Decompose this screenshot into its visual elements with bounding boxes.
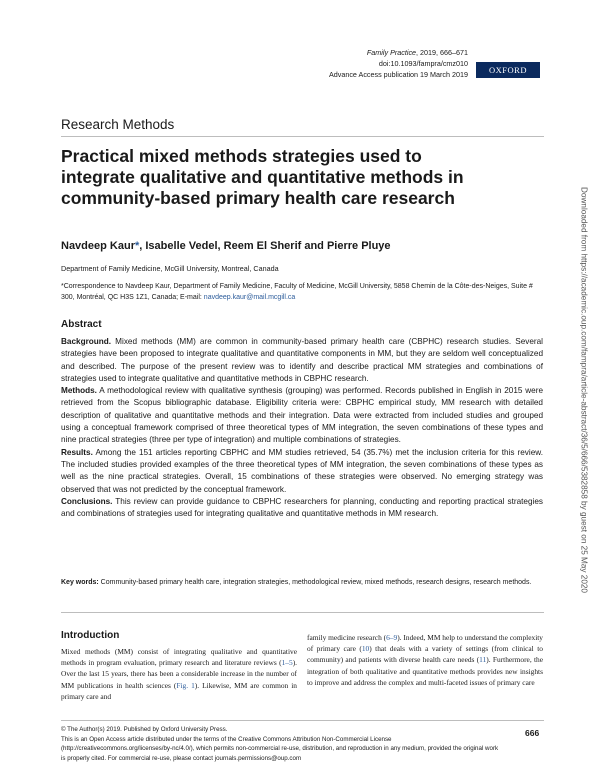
divider bbox=[61, 612, 544, 613]
abstract-methods: Methods. A methodological review with qualitative synthesis (grouping) was performed. Records published in English in 2015 were retrieved from the Scopus bibliographic database. Eligibility criteria were: CBPHC empirical study, MM research with detailed description of qualitative and quantitative methods and their integration. Data were extracted from included studies and grouped using a conceptual framework comprised of three theoretical types of MM integration, the seven combinations of these types and nine practical strategies (three per type of integration) and multiple combinations of strategies. bbox=[61, 386, 543, 445]
correspondence: *Correspondence to Navdeep Kaur, Department of Family Medicine, Faculty of Medicine, McGill University, 5858 Chemin de la Côte-des-Neiges, Suite # 300, Montréal, QC H3S 1Z1, Canada; E-mail: navdeep.kaur@mail.mcgill.ca bbox=[61, 283, 533, 301]
abstract-background: Background. Mixed methods (MM) are common in community-based primary health care (CBPHC) research studies. Several strategies have been proposed to integrate qualitative and quantitative components in MM, but they are seldom well conceptualized and described. The purpose of the present review was to identify and describe practical MM strategies and combinations of strategies used to integrate qualitative and quantitative methods in CBPHC research. bbox=[61, 337, 543, 383]
intro-column-left: Mixed methods (MM) consist of integrating qualitative and quantitative methods in program evaluation, primary research and literature reviews (1–5). Over the last 15 years, there has been a considerable increase in the number of MM publications in health sciences (Fig. 1). Likewise, MM are common in primary care and bbox=[61, 647, 298, 701]
intro-column-right: family medicine research (6–9). Indeed, MM help to understand the complexity of primary care (10) that deals with a variety of settings (from clinical to community) and patients with diverse health care needs (11). Furthermore, the integration of both qualitative and quantitative methods provides new insights to improve and address the complex and multi-faceted issues of primary care bbox=[307, 633, 544, 687]
copyright: © The Author(s) 2019. Published by Oxford University Press. bbox=[61, 726, 228, 733]
keywords: Key words: Community-based primary health care, integration strategies, methodological review, mixed methods, research designs, research methods. bbox=[61, 579, 532, 586]
affiliation: Department of Family Medicine, McGill University, Montreal, Canada bbox=[61, 264, 279, 273]
license-text: This is an Open Access article distributed under the terms of the Creative Commons Attribution Non-Commercial License (http://creativecommons.org/licenses/by-nc/4.0/), which permits non-commercial re-use, distribution, and reproduction in any medium, provided the original work is properly cited. For commercial re-use, please contact journals.permissions@oup.com bbox=[61, 735, 499, 762]
advance-access: Advance Access publication 19 March 2019 bbox=[328, 70, 468, 79]
abstract-heading: Abstract bbox=[61, 319, 102, 330]
section-label: Research Methods bbox=[61, 117, 175, 132]
page-number: 666 bbox=[525, 728, 540, 738]
citation-link[interactable]: 1–5 bbox=[281, 658, 293, 668]
journal-citation: Family Practice, 2019, 666–671 bbox=[366, 48, 468, 57]
citation-link[interactable]: 11 bbox=[479, 655, 487, 665]
divider bbox=[61, 720, 544, 721]
journal-meta bbox=[329, 47, 468, 80]
oxford-logo: OXFORD bbox=[476, 62, 540, 78]
citation-link[interactable]: 6–9 bbox=[386, 633, 398, 642]
doi[interactable]: doi:10.1093/fampra/cmz010 bbox=[378, 59, 468, 68]
abstract-results: Results. Among the 151 articles reporting CBPHC and MM studies retrieved, 54 (35.7%) met the inclusion criteria for this review. The included studies provided examples of the three theoretical types of MM integration, the seven combinations of these types as well as the nine practical strategies. Overall, 15 combinations of these strategies were observed. No emerging strategy was observed that was not predicted by the conceptual framework. bbox=[61, 447, 543, 494]
email-link[interactable]: navdeep.kaur@mail.mcgill.ca bbox=[203, 294, 296, 301]
introduction-heading: Introduction bbox=[61, 630, 120, 641]
divider bbox=[61, 136, 544, 137]
article-title: Practical mixed methods strategies used to integrate qualitative and quantitative methods in community-based primary health care research bbox=[61, 146, 464, 208]
citation-link[interactable]: 10 bbox=[361, 644, 370, 654]
download-watermark: Downloaded from https://academic.oup.com/fampra/article-abstract/36/5/666/5382858 by guest on 25 May 2020 bbox=[579, 187, 589, 593]
authors: Navdeep Kaur*, Isabelle Vedel, Reem El Sherif and Pierre Pluye bbox=[61, 240, 391, 252]
corresponding-author-mark[interactable]: * bbox=[134, 240, 140, 252]
figure-link[interactable]: Fig. 1 bbox=[176, 680, 195, 690]
license-footer bbox=[61, 725, 501, 763]
abstract-conclusions: Conclusions. This review can provide guidance to CBPHC researchers for planning, conducting and reporting practical strategies and combinations of strategies used for integrating qualitative and quantitative methods in MM research. bbox=[61, 496, 543, 519]
journal-name: Family Practice bbox=[366, 48, 417, 57]
abstract-body bbox=[61, 336, 543, 520]
